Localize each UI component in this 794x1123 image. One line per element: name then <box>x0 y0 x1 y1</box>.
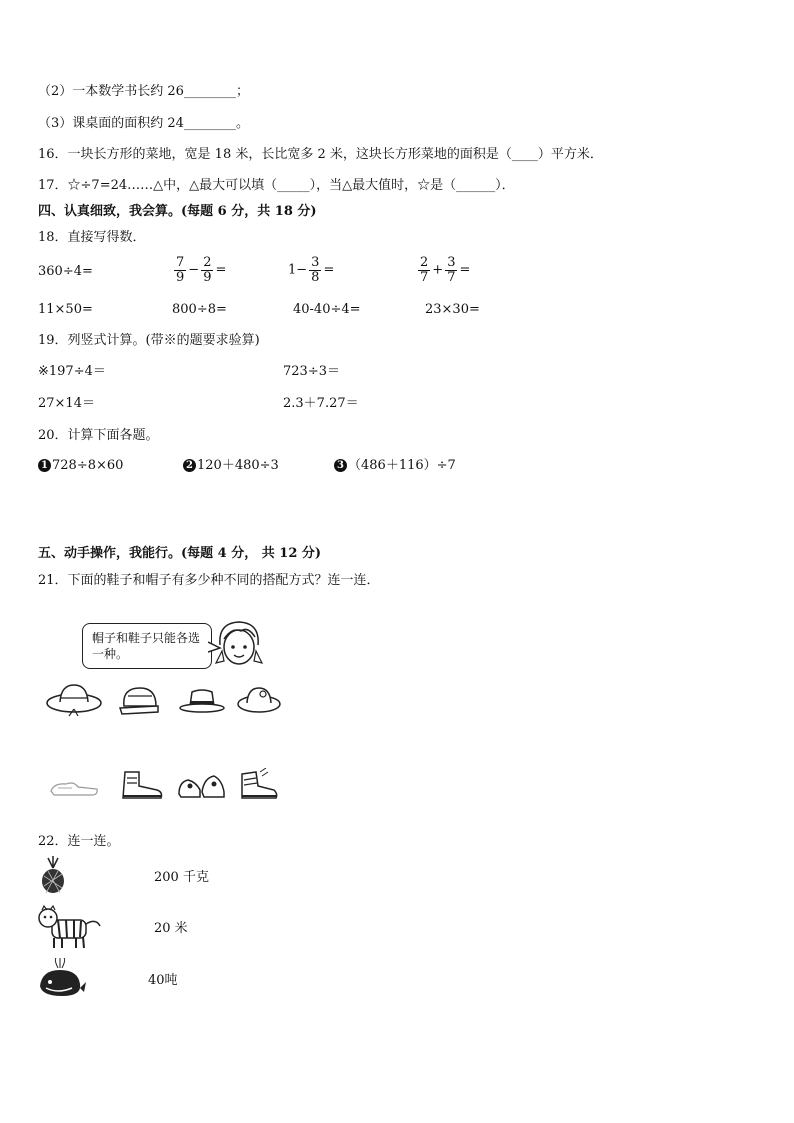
speech-bubble <box>82 623 212 669</box>
circled-number-icon: 1 <box>38 459 51 472</box>
circled-number-icon: 2 <box>183 459 196 472</box>
q18-item-7: 40-40÷4= <box>293 302 361 317</box>
q20-item-3: 3 （486＋116）÷7 <box>334 458 456 474</box>
shoe-icon-sneakers <box>176 770 228 802</box>
question-22-title: 22．连一连。 <box>38 834 120 849</box>
q18-item-2: $\frac{7}{9}$ − $\frac{2}{9}$ = <box>176 255 227 285</box>
section-4-heading: 四、认真细致，我会算。(每题 6 分，共 18 分) <box>38 204 317 219</box>
whale-icon <box>36 958 86 1000</box>
q18-item-1: 360÷4= <box>38 264 93 279</box>
girl-icon <box>214 617 264 675</box>
question-16: 16．一块长方形的菜地，宽是 18 米，长比宽多 2 米，这块长方形菜地的面积是（____）平方米． <box>38 147 603 162</box>
section-5-heading: 五、动手操作，我能行。(每题 4 分， 共 12 分) <box>38 546 322 561</box>
fraction: $\frac{2}{7}$ <box>420 255 429 285</box>
fraction: $\frac{2}{9}$ <box>203 255 212 285</box>
match-label-40t: 40吨 <box>148 973 178 988</box>
pineapple-icon <box>38 856 68 894</box>
q15-part2: （2）一本数学书长约 26________； <box>38 84 249 99</box>
speech-bubble-text: 帽子和鞋子只能各选一种。 <box>92 631 201 661</box>
hat-icon-wide-brim <box>45 681 103 717</box>
q19-item-1: ※197÷4＝ <box>38 364 106 379</box>
question-18-title: 18．直接写得数． <box>38 230 146 245</box>
question-17: 17．☆÷7=24……△中，△最大可以填（_____），当△最大值时，☆是（______）． <box>38 178 515 193</box>
q18-item-5: 11×50= <box>38 302 93 317</box>
fraction: $\frac{3}{7}$ <box>447 255 456 285</box>
hat-icon-fedora <box>178 686 226 716</box>
shoe-icon-high-top <box>236 768 280 804</box>
q19-item-4: 2.3＋7.27＝ <box>283 396 359 411</box>
match-label-200kg: 200 千克 <box>154 870 209 885</box>
q18-item-8: 23×30= <box>425 302 480 317</box>
q15-part3: （3）课桌面的面积约 24________。 <box>38 116 249 131</box>
hat-icon-cap <box>118 684 162 718</box>
q19-item-2: 723÷3＝ <box>283 364 340 379</box>
q20-item-1: 1 728÷8×60 <box>38 458 123 474</box>
fraction: $\frac{7}{9}$ <box>176 255 185 285</box>
q18-item-3: 1− $\frac{3}{8}$ = <box>288 255 335 285</box>
shoe-icon-boot <box>117 768 165 804</box>
shoe-icon-slipper <box>48 775 100 799</box>
circled-number-icon: 3 <box>334 459 347 472</box>
q19-item-3: 27×14＝ <box>38 396 95 411</box>
hat-icon-flower <box>236 682 282 716</box>
question-20-title: 20．计算下面各题。 <box>38 428 159 443</box>
fraction: $\frac{3}{8}$ <box>311 255 320 285</box>
q18-item-6: 800÷8= <box>172 302 227 317</box>
q20-item-2: 2 120＋480÷3 <box>183 458 279 474</box>
question-21-title: 21．下面的鞋子和帽子有多少种不同的搭配方式？连一连． <box>38 573 380 588</box>
question-19-title: 19．列竖式计算。(带※的题要求验算) <box>38 333 260 348</box>
match-label-20m: 20 米 <box>154 921 188 936</box>
q18-item-4: $\frac{2}{7}$ + $\frac{3}{7}$ = <box>420 255 471 285</box>
tiger-icon <box>36 904 102 950</box>
